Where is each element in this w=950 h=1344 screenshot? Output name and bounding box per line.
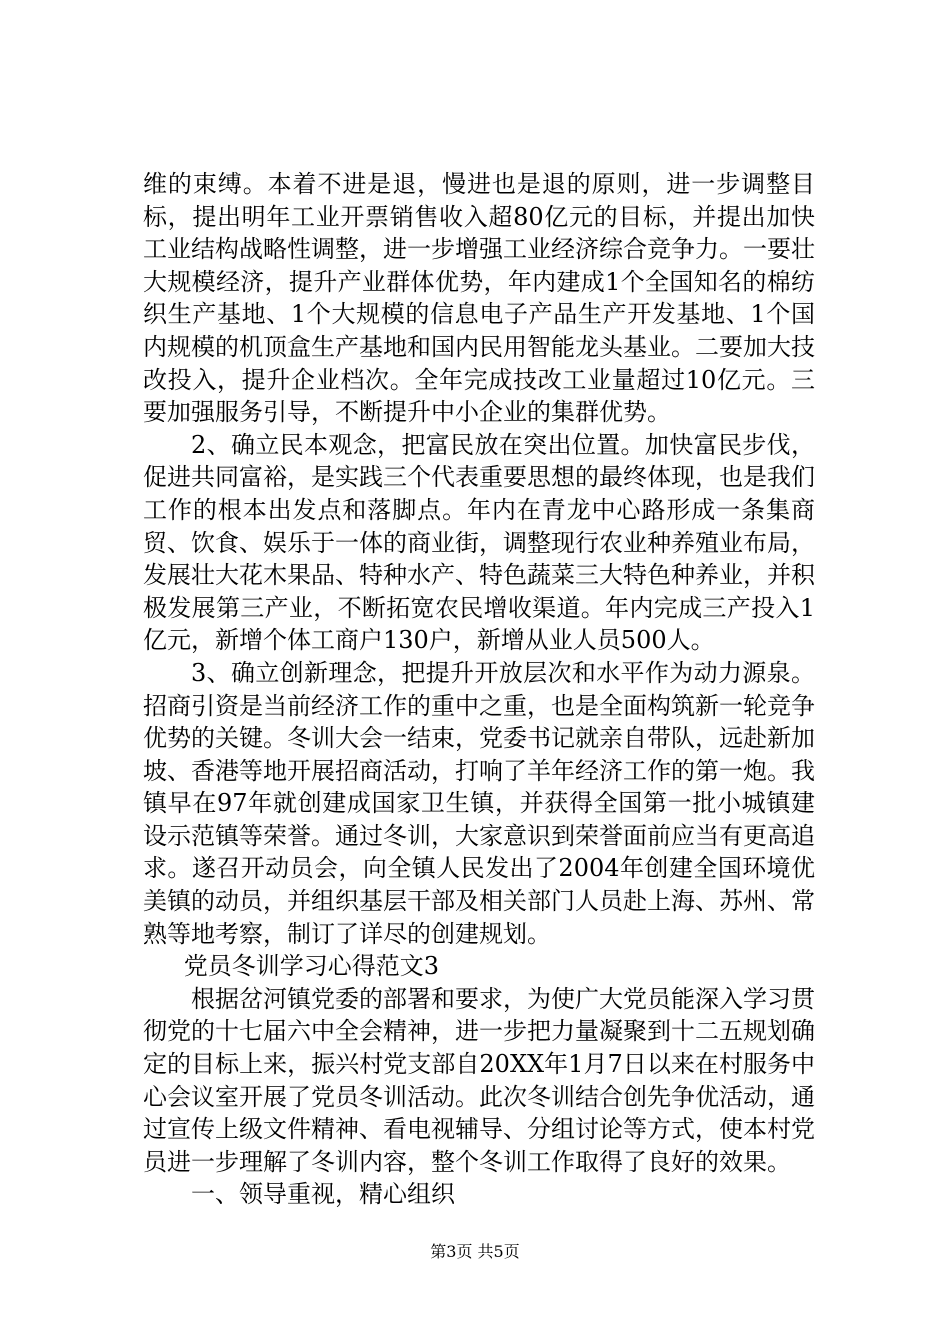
paragraph-4: 根据岔河镇党委的部署和要求，为使广大党员能深入学习贯彻党的十七届六中全会精神，进一步把力量凝聚到十二五规划确定的目标上来，振兴村党支部自20XX年1月7日以来在村服务中心会议室开展了党员冬训活动。此次冬训结合创先争优活动，通过宣传上级文件精神、看电视辅导、分组讨论等方式，使本村党员进一步理解了冬训内容，整个冬训工作取得了良好的效果。 <box>143 984 815 1176</box>
paragraph-3: 3、确立创新理念，把提升开放层次和水平作为动力源泉。招商引资是当前经济工作的重中之重，也是全面构筑新一轮竞争优势的关键。冬训大会一结束，党委书记就亲自带队，远赴新加坡、香港等地开展招商活动，打响了羊年经济工作的第一炮。我镇早在97年就创建成国家卫生镇，并获得全国第一批小城镇建设示范镇等荣誉。通过冬训，大家意识到荣誉面前应当有更高追求。遂召开动员会，向全镇人民发出了2004年创建全国环境优美镇的动员，并组织基层干部及相关部门人员赴上海、苏州、常熟等地考察，制订了详尽的创建规划。 <box>143 658 815 948</box>
section-heading: 一、领导重视，精心组织 <box>191 1180 455 1209</box>
paragraph-1: 维的束缚。本着不进是退，慢进也是退的原则，进一步调整目标，提出明年工业开票销售收入超80亿元的目标，并提出加快工业结构战略性调整，进一步增强工业经济综合竞争力。一要壮大规模经济，提升产业群体优势，年内建成1个全国知名的棉纺织生产基地、1个大规模的信息电子产品生产开发基地、1个国内规模的机顶盒生产基地和国内民用智能龙头基业。二要加大技改投入，提升企业档次。全年完成技改工业量超过10亿元。三要加强服务引导，不断提升中小企业的集群优势。 <box>143 170 815 427</box>
essay-title: 党员冬训学习心得范文3 <box>183 952 440 981</box>
page-footer: 第3页 共5页 <box>430 1242 520 1261</box>
document-body <box>143 168 815 1211</box>
paragraph-2: 2、确立民本观念，把富民放在突出位置。加快富民步伐，促进共同富裕，是实践三个代表重要思想的最终体现，也是我们工作的根本出发点和落脚点。年内在青龙中心路形成一条集商贸、饮食、娱乐于一体的商业街，调整现行农业种养殖业布局，发展壮大花木果品、特种水产、特色蔬菜三大特色种养业，并积极发展第三产业，不断拓宽农民增收渠道。年内完成三产投入1亿元，新增个体工商户130户，新增从业人员500人。 <box>143 430 815 655</box>
